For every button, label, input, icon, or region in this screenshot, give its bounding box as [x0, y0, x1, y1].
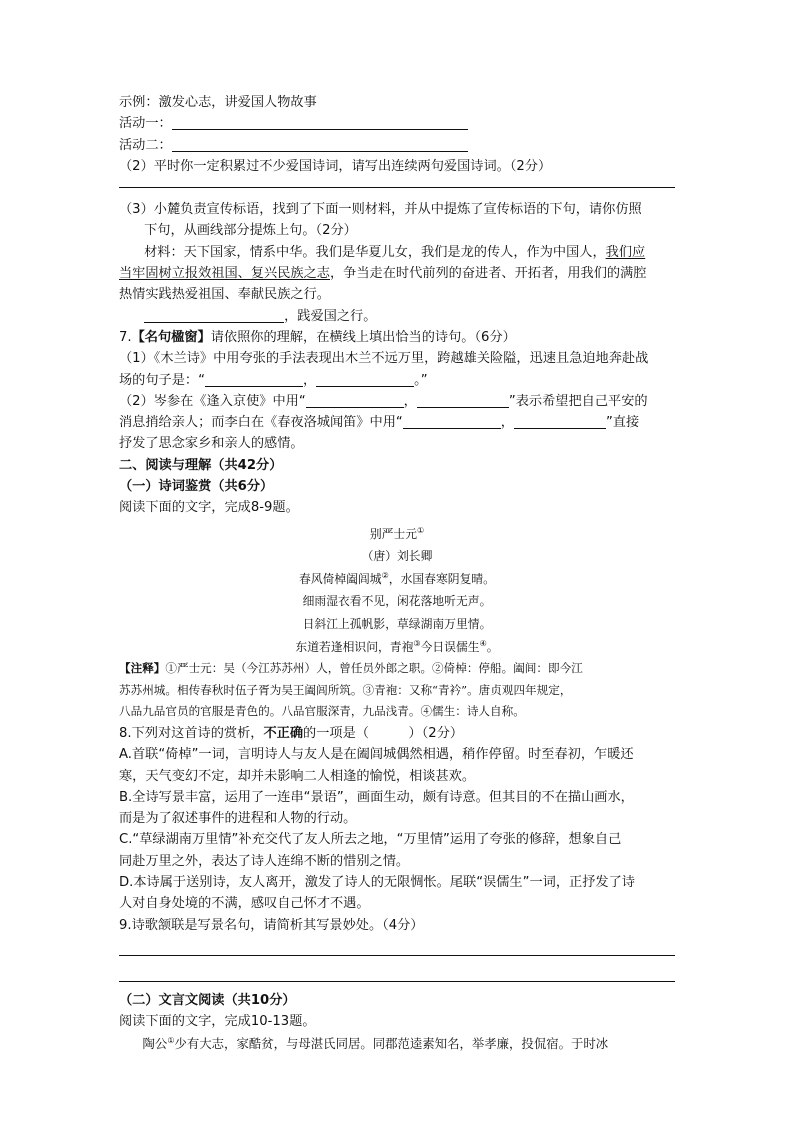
poem-line: 春风倚棹阖闾城②，水国春寒阴复晴。 — [299, 570, 495, 586]
option-c[interactable]: C.“草绿湖南万里情”补充交代了友人所去之地，“万里情”运用了夸张的修辞，想象自己 — [119, 832, 622, 848]
question-7-2-line1 — [119, 391, 675, 412]
activity-one-answer-blank[interactable] — [172, 115, 468, 130]
poem-title: 别严士元① — [369, 525, 425, 541]
question-3-answer-row — [119, 306, 675, 327]
poem — [119, 523, 675, 659]
question-3-answer-blank[interactable] — [144, 308, 284, 323]
footnote-mark: ③ — [413, 638, 421, 648]
option-d[interactable]: D.本诗属于送别诗，友人离开，激发了诗人的无限惆怅。尾联“误儒生”一词，正抒发了诗 — [119, 875, 635, 891]
poem-line: 日斜江上孤帆影，草绿湖南万里情。 — [302, 617, 492, 632]
question-2: （2）平时你一定积累过不少爱国诗词，请写出连续两句爱国诗词。（2分） — [119, 158, 552, 174]
footnote-mark: ① — [167, 1035, 175, 1045]
section-b-instruction: 阅读下面的文字，完成10-13题。 — [119, 1014, 316, 1030]
question-3-material-line2 — [119, 263, 675, 284]
notes-text: ①严士元：吴（今江苏苏州）人，曾任员外郎之职。②倚棹：停船。阖闾：即今江 — [165, 661, 583, 676]
option-c-cont: 同赴万里之外，表达了诗人连绵不断的惜别之情。 — [119, 853, 410, 869]
notes-text: 八品九品官员的官服是青色的。八品官服深青，九品浅青。④儒生：诗人自称。 — [119, 704, 525, 719]
poem-blank-6[interactable] — [514, 414, 606, 429]
material-text: 材料：天下国家，情系中华。我们是华夏儿女，我们是龙的传人，作为中国人， — [144, 244, 606, 260]
question-9: 9.诗歌颔联是写景名句，请简析其写景妙处。（4分） — [119, 917, 424, 933]
section-2-sub1-title: （一）诗词鉴赏（共6分） — [119, 479, 274, 495]
activity-one-row — [119, 113, 675, 134]
notes-label: 【注释】 — [119, 661, 166, 676]
material-underlined: 我们应 — [605, 244, 646, 260]
poem-blank-3[interactable] — [306, 393, 404, 408]
prompt-text: 消息捎给亲人；而李白在《春夜洛城闻笛》中用“ — [119, 415, 403, 431]
question-3-line1: （3）小麓负责宣传标语，找到了下面一则材料，并从中提炼了宣传标语的下句，请你仿照 — [119, 202, 642, 218]
section-2-title: 二、阅读与理解（共42分） — [119, 457, 283, 473]
activity-two-row — [119, 135, 675, 156]
section-b-title: （二）文言文阅读（共10分） — [119, 992, 296, 1008]
activity-one-label: 活动一： — [119, 116, 172, 132]
emphasis: 不正确 — [263, 725, 304, 741]
question-3-material-line1 — [119, 242, 675, 263]
punct: 。” — [414, 372, 428, 388]
exam-page — [119, 92, 675, 1054]
question-number: 7. — [119, 329, 132, 345]
question-9-answer-line-1[interactable] — [119, 936, 675, 956]
prompt-text: 场的句子是：“ — [119, 372, 205, 388]
activity-two-label: 活动二： — [119, 137, 172, 153]
material-text: ，争当走在时代前列的奋进者、开拓者，用我们的满腔 — [330, 266, 647, 282]
notes-text: 苏苏州城。相传春秋时伍子胥为吴王阖闾所筑。③青袍：又称“青衿”。唐贞观四年规定， — [119, 682, 572, 697]
poem-blank-2[interactable] — [316, 372, 414, 387]
option-b[interactable]: B.全诗写景丰富，运用了一连串“景语”，画面生动，颇有诗意。但其目的不在描山画水， — [119, 789, 634, 805]
material-underlined: 当牢固树立报效祖国、复兴民族之志 — [119, 266, 330, 282]
punct: ， — [500, 415, 514, 431]
activity-example: 示例：激发心志，讲爱国人物故事 — [119, 95, 317, 110]
answer-suffix: ，践爱国之行。 — [284, 308, 377, 324]
option-d-cont: 人对自身处境的不满，感叹自己怀才不遇。 — [119, 896, 370, 912]
punct: ， — [302, 372, 317, 388]
prompt-text: ”表示希望把自己平安的 — [508, 393, 648, 409]
option-a-cont: 寒，天气变幻不定，却并未影响二人相逢的愉悦，相谈甚欢。 — [119, 768, 476, 784]
option-b-cont: 而是为了叙述事件的进程和人物的行动。 — [119, 811, 357, 827]
question-7-heading: 【名句楹窗】 — [131, 329, 211, 345]
option-a[interactable]: A.首联“倚棹”一词，言明诗人与友人是在阖闾城偶然相遇，稍作停留。时至春初，乍暖还 — [119, 747, 634, 763]
question-7-title — [119, 327, 675, 348]
question-3-material-line3: 热情实践热爱祖国、奉献民族之行。 — [119, 287, 330, 303]
question-7-instruction: 请依照你的理解，在横线上填出恰当的诗句。（6分） — [210, 329, 516, 345]
prompt-text: （2）岑参在《逢入京使》中用“ — [119, 393, 306, 409]
poem-blank-4[interactable] — [417, 393, 509, 408]
poem-notes — [119, 658, 675, 723]
activity-two-answer-blank[interactable] — [172, 137, 468, 152]
poem-blank-5[interactable] — [403, 414, 501, 429]
question-8-stem: 8.下列对这首诗的赏析，不正确的一项是（ ）（2分） — [119, 725, 464, 741]
passage-line1: 陶公①少有大志，家酷贫，与母湛氏同居。同郡范逵素知名，举孝廉，投侃宿。于时冰 — [142, 1035, 609, 1051]
poem-line: 细雨湿衣看不见，闲花落地听无声。 — [302, 594, 492, 609]
question-3-line2: 下句，从画线部分提炼上句。（2分） — [144, 223, 357, 239]
section-2-instruction: 阅读下面的文字，完成8-9题。 — [119, 500, 299, 516]
poem-blank-1[interactable] — [205, 372, 303, 387]
question-7-2-line3: 抒发了思念家乡和亲人的感情。 — [119, 436, 304, 452]
question-2-answer-line[interactable] — [119, 177, 675, 188]
question-7-1-line2 — [119, 370, 675, 391]
poem-line: 东道若逢相识问，青袍③今日误儒生④。 — [295, 638, 499, 654]
poem-author: （唐）刘长卿 — [361, 549, 433, 564]
punct: ， — [403, 393, 417, 409]
footnote-mark: ② — [381, 570, 389, 580]
prompt-text: ”直接 — [605, 415, 640, 431]
question-9-answer-line-2[interactable] — [119, 956, 675, 982]
question-7-2-line2 — [119, 412, 675, 433]
footnote-mark: ① — [417, 525, 425, 535]
footnote-mark: ④ — [479, 638, 487, 648]
question-7-1-line1: （1）《木兰诗》中用夸张的手法表现出木兰不远万里，跨越雄关险隘，迅速且急迫地奔赴战 — [119, 351, 649, 367]
